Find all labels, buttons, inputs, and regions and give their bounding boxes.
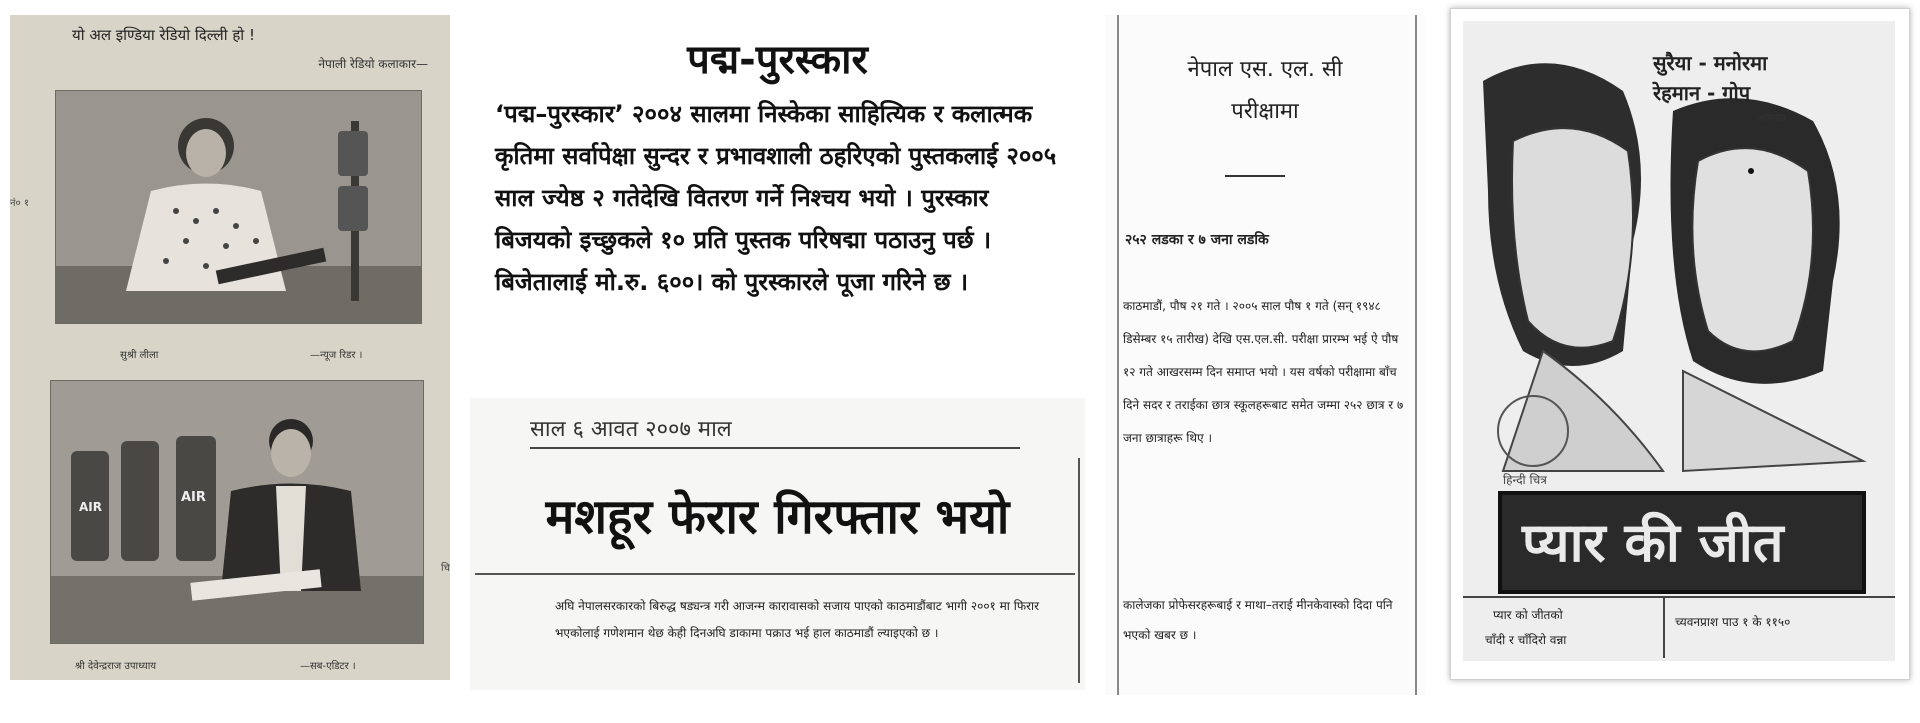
photo1-caption-role: —न्यूज रिडर । [310,350,363,361]
ad-left-line-2: चाँदी र चाँदिरो वन्ना [1485,633,1567,647]
news-headline: मशहूर फेरार गिरफ्तार भयो [545,489,1010,545]
cast-line-2: रेहमान - गोप [1653,81,1751,105]
photo2-caption-name: श्री देवेन्द्रराज उपाध्याय [75,661,157,672]
ad-right-line: च्यवनप्राश पाउ १ के ११५० [1675,615,1791,629]
mic-label-1: AIR [79,500,102,514]
photo-news-reader [55,90,422,324]
poster-print [1463,21,1895,661]
article-body: ‘पद्म–पुरस्कार’ २००४ सालमा निस्केका साहित्यिक र कलात्मक कृतिमा सर्वापेक्षा सुन्दर र प्रभावशाली ठहरिएको पुस्तकलाई २००५ साल ज्येष्ठ २ गतेदेखि वितरण गर्ने निश्चय भयो । पुरस्कार बिजयको इच्छुकले १० प्रति पुस्तक परिषद्मा पठाउनु पर्छ । बिजेतालाई मो.रु. ६००। को पुरस्कारले पूजा गरिने छ । [495,100,1057,296]
man-at-microphones-illustration [51,381,423,643]
article-subhead: २५२ लडका र ७ जना लडकि [1125,232,1269,248]
article-title-line2: परीक्षामा [1231,99,1299,124]
padma-puraskar-clipping [470,15,1085,400]
page-mark: नं० १ [10,198,30,209]
slc-exam-clipping [1105,15,1425,695]
ad-divider-horizontal [1463,596,1895,598]
film-title: प्यार की जीत [1522,511,1784,574]
photo1-caption-name: सुश्री लीला [120,350,159,361]
side-mark: चि [441,563,450,574]
article-body: काठमाडौं, पौष २१ गते । २००५ साल पौष १ गते (सन् १९४८ डिसेम्बर १५ तारीख) देखि एस.एल.सी. परीक्षा प्रारम्भ भई ऐ पौष १२ गते आखरसम्म दिन समाप्त भयो । यस वर्षको परीक्षामा बाँच दिने सदर र तराईका छात्र स्कूलहरूबाट समेत जम्मा २५२ छात्र र ७ जना छात्राहरू थिए । [1123,299,1404,445]
film-title-box [1498,491,1866,594]
article-body-continued: कालेजका प्रोफेसरहरूबाई र माथा–तराई मीनकेवास्को दिदा पनि भएको खबर छ । [1123,598,1393,642]
article-title: पद्म-पुरस्कार [687,37,868,83]
newspaper-dateline: साल ६ आवत २००७ माल [530,413,1020,449]
radio-magazine-clipping [10,15,450,680]
radio-subheader: नेपाली रेडियो कलाकार— [318,57,428,71]
photo-sub-editor [50,380,424,644]
column-rule [475,573,1075,575]
radio-header: यो अल इण्डिया रेडियो दिल्ली हो ! [72,26,255,44]
ad-divider-vertical [1663,598,1665,658]
cast-credit-label: अभिनीत [1758,114,1786,124]
cast-line-1: सुरैया - मनोरमा [1653,51,1768,75]
mic-label-2: AIR [181,490,206,505]
film-tagline: हिन्दी चित्र [1503,473,1547,487]
film-poster-clipping [1450,8,1910,680]
ad-left-line-1: प्यार को जीतको [1493,608,1563,622]
news-body: अघि नेपालसरकारको बिरुद्ध षड्यन्त्र गरी आजन्म कारावासको सजाय पाएको काठमाडौंबाट भागी २००१ मा फिरार भएकोलाई गणेशमान थेछ केही दिनअघि डाकामा पक्राउ भई हाल काठमाडौं ल्याइएको छ । [555,599,1039,640]
arrest-news-clipping [470,398,1085,690]
article-title-line1: नेपाल एस. एल. सी [1187,57,1343,82]
column-divider [1078,458,1080,683]
woman-at-microphone-illustration [56,91,421,323]
photo2-caption-role: —सब-एडिटर । [300,661,356,672]
title-separator [1225,175,1285,177]
